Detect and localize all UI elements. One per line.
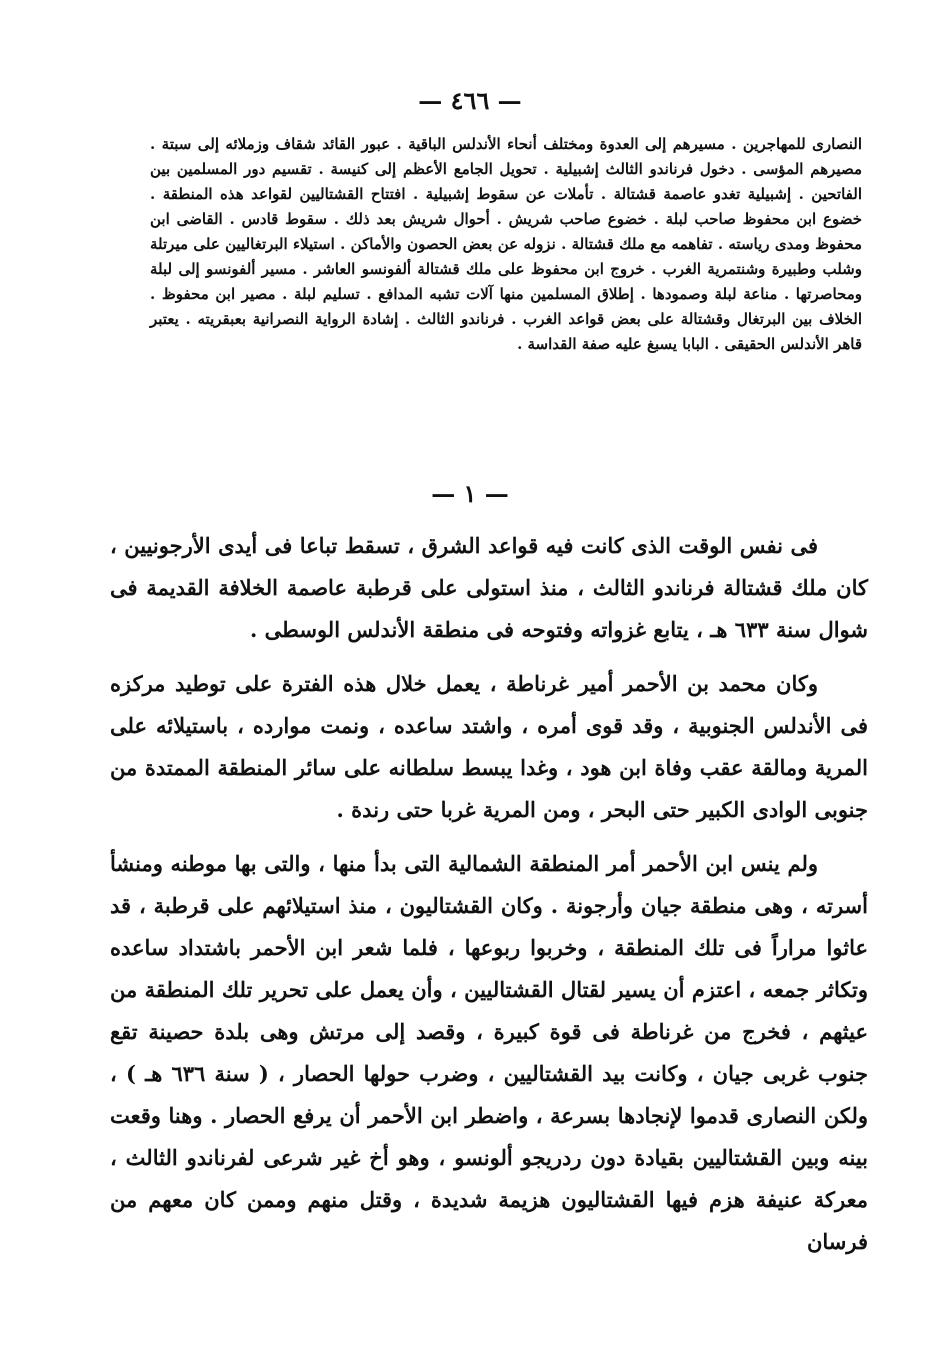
summary-text: النصارى للمهاجرين . مسيرهم إلى العدوة ومختلف أنحاء الأندلس الباقية . عبور القائد شقاف وزملائه إلى سبتة . مصيرهم المؤسى . دخول فرناندو الثالث إشبيلية . تحويل الجامع الأعظم إلى كنيسة . تقسيم دور المسلمين بين الفاتحين . إشبيلية تغدو عاصمة قشتالة . تأملات عن سقوط إشبيلية . افتتاح القشتاليين لقواعد هذه المنطقة . خضوع ابن محفوظ صاحب لبلة . خضوع صاحب شريش . أحوال شريش بعد ذلك . سقوط قادس . القاضى ابن محفوظ ومدى رياسته . تفاهمه مع ملك قشتالة . نزوله عن بعض الحصون والأماكن . استيلاء البرتغاليين على ميرتلة وشلب وطبيرة وشنتمرية الغرب . خروج ابن محفوظ على ملك قشتالة ألفونسو العاشر . مسير ألفونسو إلى لبلة ومحاصرتها . مناعة لبلة وصمودها . إطلاق المسلمين منها آلات تشبه المدافع . تسليم لبلة . مصير ابن محفوظ . الخلاف بين البرتغال وقشتالة على بعض قواعد الغرب . فرناندو الثالث . إشادة الرواية النصرانية بعبقريته . يعتبر قاهر الأندلس الحقيقى . البابا يسبغ عليه صفة القداسة . (150, 135, 862, 353)
chapter-summary (150, 132, 862, 357)
section-number: — ١ — (431, 479, 509, 508)
body-text (110, 525, 868, 1263)
paragraph-1: فى نفس الوقت الذى كانت فيه قواعد الشرق ، تسقط تباعا فى أيدى الأرجونيين ، كان ملك قشتالة فرناندو الثالث ، منذ استولى على قرطبة عاصمة الخلافة القديمة فى شوال سنة ٦٣٣ هـ ، يتابع غزواته وفتوحه فى منطقة الأندلس الوسطى . (110, 533, 868, 642)
page-number: — ٤٦٦ — (418, 86, 522, 115)
paragraph-2: وكان محمد بن الأحمر أمير غرناطة ، يعمل خلال هذه الفترة على توطيد مركزه فى الأندلس الجنوبية ، وقد قوى أمره ، واشتد ساعده ، ونمت موارده ، باستيلائه على المرية ومالقة عقب وفاة ابن هود ، وغدا يبسط سلطانه على سائر المنطقة الممتدة من جنوبى الوادى الكبير حتى البحر ، ومن المرية غربا حتى رندة . (110, 671, 868, 822)
paragraph-3: ولم ينس ابن الأحمر أمر المنطقة الشمالية التى بدأ منها ، والتى بها موطنه ومنشأ أسرته ، وهى منطقة جيان وأرجونة . وكان القشتاليون ، منذ استيلائهم على قرطبة ، قد عاثوا مراراً فى تلك المنطقة ، وخربوا ربوعها ، فلما شعر ابن الأحمر باشتداد ساعده وتكاثر جمعه ، اعتزم أن يسير لقتال القشتاليين ، وأن يعمل على تحرير تلك المنطقة من عيثهم ، فخرج من غرناطة فى قوة كبيرة ، وقصد إلى مرتش وهى بلدة حصينة تقع جنوب غربى جيان ، وكانت بيد القشتاليين ، وضرب حولها الحصار ، ( سنة ٦٣٦ هـ ) ، ولكن النصارى قدموا لإنجادها بسرعة ، واضطر ابن الأحمر أن يرفع الحصار . وهنا وقعت بينه وبين القشتاليين بقيادة دون ردريجو ألونسو ، وهو أخ غير شرعى لفرناندو الثالث ، معركة عنيفة هزم فيها القشتاليون هزيمة شديدة ، وقتل منهم وممن كان معهم من فرسان (110, 851, 868, 1254)
